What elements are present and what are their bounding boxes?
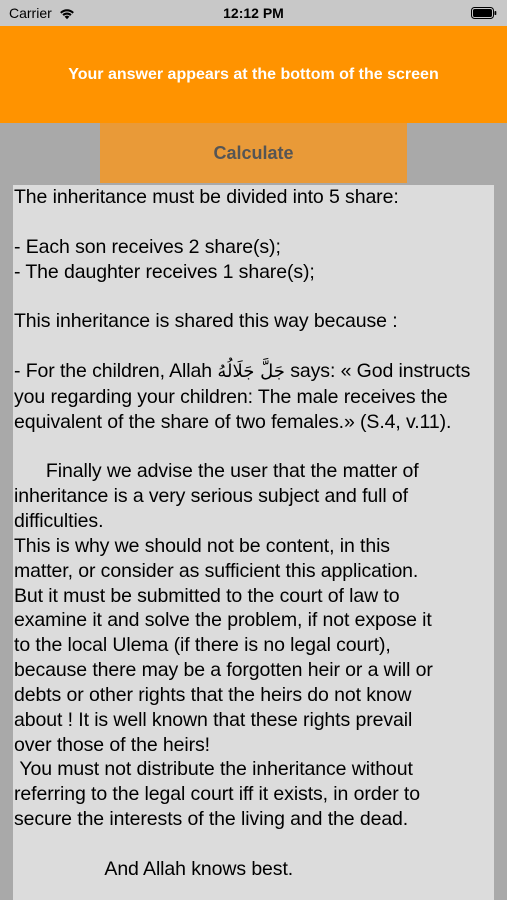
line-segment: says: « God instructs xyxy=(284,359,471,382)
result-line: to the local Ulema (if there is no legal court), xyxy=(14,634,391,657)
instruction-banner xyxy=(0,26,507,123)
arabic-honorific: جَلَّ جَلَالُهُ xyxy=(217,360,285,382)
result-line: over those of the heirs! xyxy=(14,733,210,756)
result-line: about ! It is well known that these rights prevail xyxy=(14,708,413,731)
banner-text: Your answer appears at the bottom of the screen xyxy=(68,65,439,83)
result-line: because there may be a forgotten heir or a will or xyxy=(14,659,433,682)
result-line: - The daughter receives 1 share(s); xyxy=(14,260,315,283)
blank-line xyxy=(14,832,492,857)
result-line: This inheritance is shared this way because : xyxy=(14,310,398,333)
carrier-label: Carrier xyxy=(9,5,52,21)
calculate-button[interactable] xyxy=(100,123,407,183)
result-text-view[interactable] xyxy=(13,185,494,900)
result-line: difficulties. xyxy=(14,509,104,532)
calculate-button-label: Calculate xyxy=(213,142,294,163)
battery-full-icon xyxy=(471,7,497,19)
blank-line xyxy=(14,284,492,309)
blank-line xyxy=(14,210,492,235)
result-text xyxy=(13,185,494,882)
result-line: But it must be submitted to the court of law to xyxy=(14,584,400,607)
result-line: - Each son receives 2 share(s); xyxy=(14,235,281,258)
status-bar xyxy=(0,0,507,26)
result-line: This is why we should not be content, in this xyxy=(14,534,390,557)
result-line: secure the interests of the living and the dead. xyxy=(14,808,409,831)
result-line: referring to the legal court iff it exists, in order to xyxy=(14,783,420,806)
result-line: matter, or consider as sufficient this application. xyxy=(14,559,419,582)
blank-line xyxy=(14,434,492,459)
result-line xyxy=(14,359,492,385)
result-line: you regarding your children: The male receives the xyxy=(14,385,448,408)
result-line: examine it and solve the problem, if not expose it xyxy=(14,609,432,632)
result-line: And Allah knows best. xyxy=(14,857,294,880)
result-line: equivalent of the share of two females.» (S.4, v.11). xyxy=(14,410,452,433)
result-line: Finally we advise the user that the matter of xyxy=(14,460,419,483)
result-line: debts or other rights that the heirs do not know xyxy=(14,683,412,706)
line-segment: - For the children, Allah xyxy=(14,359,218,382)
result-line: inheritance is a very serious subject and full of xyxy=(14,485,408,508)
result-line: The inheritance must be divided into 5 share: xyxy=(14,186,399,208)
status-time: 12:12 PM xyxy=(223,5,284,21)
result-line: You must not distribute the inheritance without xyxy=(14,758,413,781)
blank-line xyxy=(14,334,492,359)
